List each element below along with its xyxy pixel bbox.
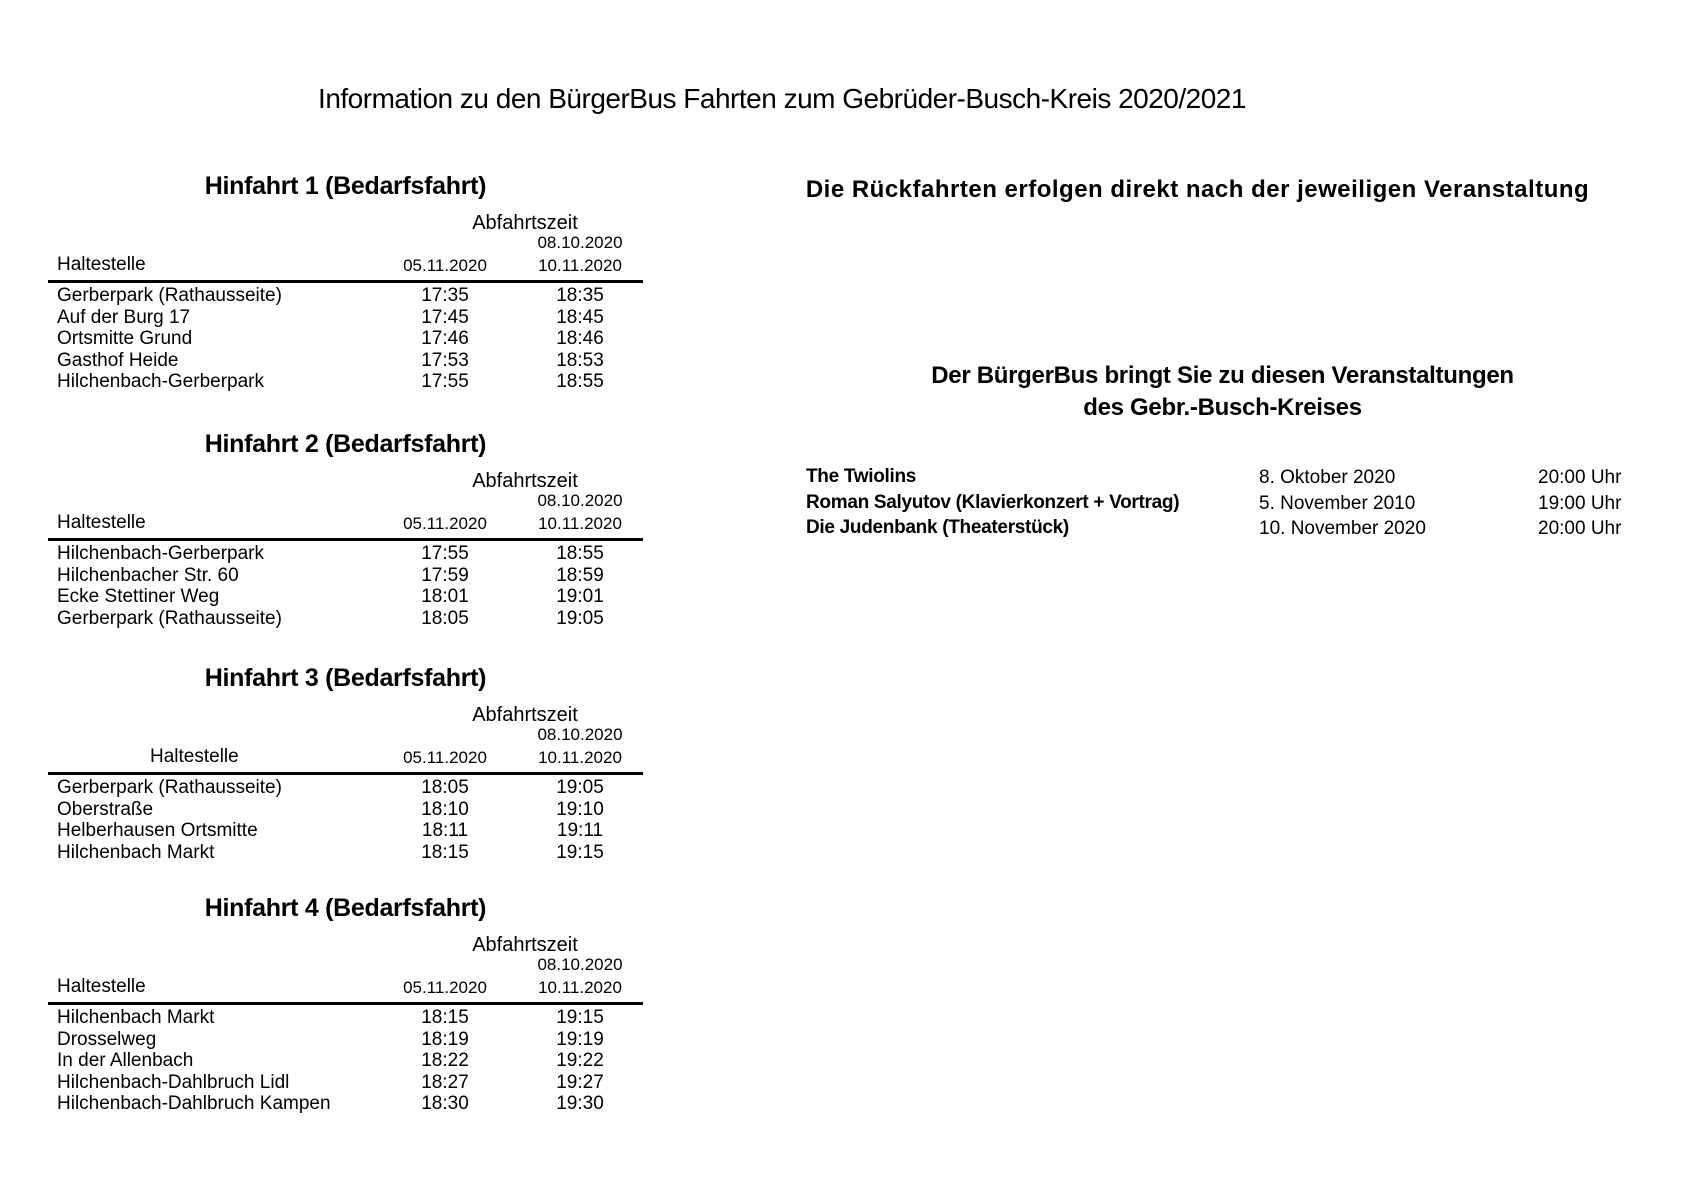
departure-time-col2: 19:30 bbox=[556, 1093, 604, 1114]
return-trips-note: Die Rückfahrten erfolgen direkt nach der jeweiligen Veranstaltung bbox=[805, 176, 1590, 203]
timetable-row bbox=[48, 371, 643, 393]
event-time: 19:00 Uhr bbox=[1538, 492, 1622, 514]
timetable-body bbox=[48, 1007, 643, 1115]
column-header-date-2-line1: 08.10.2020 bbox=[537, 491, 623, 510]
departure-time-col1: 17:53 bbox=[421, 349, 469, 371]
departure-time-col1: 17:45 bbox=[421, 306, 469, 328]
timetable-row bbox=[48, 1072, 643, 1094]
column-header-date-1: 05.11.2020 bbox=[403, 978, 487, 997]
stop-name: Hilchenbach Markt bbox=[57, 1007, 215, 1028]
column-group-abfahrtszeit: Abfahrtszeit bbox=[472, 934, 578, 956]
timetable-row bbox=[48, 586, 643, 608]
column-header-date-2-line1: 08.10.2020 bbox=[537, 955, 623, 974]
table-header-rule bbox=[48, 538, 643, 541]
timetable-row bbox=[48, 608, 643, 630]
stop-name: Ortsmitte Grund bbox=[57, 328, 193, 349]
departure-time-col2: 18:55 bbox=[556, 371, 604, 392]
column-header-haltestelle: Haltestelle bbox=[57, 512, 146, 533]
timetable-row bbox=[48, 328, 643, 350]
stop-name: Oberstraße bbox=[57, 798, 154, 820]
events-heading-line2: des Gebr.-Busch-Kreises bbox=[1083, 394, 1362, 421]
column-header-date-2-line2: 10.11.2020 bbox=[538, 256, 622, 275]
column-header-date-2-line2: 10.11.2020 bbox=[538, 748, 622, 767]
departure-time-col2: 18:45 bbox=[556, 306, 604, 328]
stop-name: Drosselweg bbox=[57, 1028, 157, 1050]
column-header-date-2-line2: 10.11.2020 bbox=[538, 978, 622, 997]
departure-time-col2: 18:46 bbox=[556, 328, 604, 349]
timetable-hinfahrt-2 bbox=[48, 431, 643, 666]
stop-name: Hilchenbach-Gerberpark bbox=[57, 543, 264, 564]
timetable-title: Hinfahrt 3 (Bedarfsfahrt) bbox=[204, 664, 487, 692]
timetable-row bbox=[48, 1093, 643, 1115]
event-row bbox=[806, 464, 1684, 490]
timetable-row bbox=[48, 1029, 643, 1051]
timetable-body bbox=[48, 543, 643, 629]
timetable-row bbox=[48, 777, 643, 799]
column-header-haltestelle: Haltestelle bbox=[57, 254, 146, 275]
stop-name: Hilchenbacher Str. 60 bbox=[57, 564, 239, 586]
timetable-hinfahrt-3 bbox=[48, 665, 643, 900]
stop-name: Auf der Burg 17 bbox=[57, 306, 191, 328]
departure-time-col2: 19:05 bbox=[556, 777, 604, 798]
stop-name: In der Allenbach bbox=[57, 1050, 194, 1071]
event-row bbox=[806, 490, 1684, 516]
table-header-rule bbox=[48, 1002, 643, 1005]
timetable-row bbox=[48, 565, 643, 587]
departure-time-col1: 18:30 bbox=[421, 1093, 469, 1114]
timetable-title: Hinfahrt 4 (Bedarfsfahrt) bbox=[204, 894, 487, 922]
departure-time-col2: 18:53 bbox=[556, 349, 604, 371]
departure-time-col1: 18:15 bbox=[421, 841, 469, 863]
timetable-row bbox=[48, 350, 643, 372]
departure-time-col1: 18:01 bbox=[421, 586, 469, 607]
timetable-title: Hinfahrt 1 (Bedarfsfahrt) bbox=[204, 172, 487, 200]
timetable-row bbox=[48, 307, 643, 329]
event-time: 20:00 Uhr bbox=[1538, 467, 1622, 488]
event-name: Die Judenbank (Theaterstück) bbox=[806, 517, 1069, 539]
column-header-haltestelle: Haltestelle bbox=[57, 976, 146, 997]
departure-time-col2: 19:10 bbox=[556, 798, 604, 820]
stop-name: Hilchenbach-Dahlbruch Lidl bbox=[57, 1071, 290, 1093]
timetable-row bbox=[48, 799, 643, 821]
stop-name: Hilchenbach-Gerberpark bbox=[57, 371, 264, 392]
table-header-rule bbox=[48, 280, 643, 283]
events-heading-line1: Der BürgerBus bringt Sie zu diesen Veranstaltungen bbox=[931, 362, 1514, 389]
departure-time-col2: 18:35 bbox=[556, 285, 604, 306]
events-list bbox=[806, 464, 1684, 541]
stop-name: Gerberpark (Rathausseite) bbox=[57, 285, 282, 306]
departure-time-col1: 18:22 bbox=[421, 1050, 469, 1071]
departure-time-col2: 18:55 bbox=[556, 543, 604, 564]
timetable-row bbox=[48, 1050, 643, 1072]
departure-time-col1: 17:46 bbox=[421, 328, 469, 349]
departure-time-col2: 19:19 bbox=[556, 1028, 604, 1050]
departure-time-col2: 19:27 bbox=[556, 1071, 604, 1093]
stop-name: Gerberpark (Rathausseite) bbox=[57, 777, 282, 798]
timetable-row bbox=[48, 543, 643, 565]
departure-time-col2: 19:15 bbox=[556, 1007, 604, 1028]
column-group-abfahrtszeit: Abfahrtszeit bbox=[472, 704, 578, 726]
stop-name: Hilchenbach Markt bbox=[57, 841, 215, 863]
timetable-row bbox=[48, 1007, 643, 1029]
stop-name: Ecke Stettiner Weg bbox=[57, 586, 220, 607]
column-header-date-1: 05.11.2020 bbox=[403, 256, 487, 275]
events-heading bbox=[915, 360, 1530, 424]
timetable-row bbox=[48, 842, 643, 864]
departure-time-col1: 18:05 bbox=[421, 777, 469, 798]
stop-name: Gasthof Heide bbox=[57, 349, 179, 371]
event-date: 5. November 2010 bbox=[1259, 492, 1416, 514]
stop-name: Helberhausen Ortsmitte bbox=[57, 820, 258, 841]
event-row bbox=[806, 515, 1684, 541]
event-name: The Twiolins bbox=[806, 466, 917, 487]
departure-time-col2: 19:05 bbox=[556, 607, 604, 629]
departure-time-col1: 18:27 bbox=[421, 1071, 469, 1093]
column-group-abfahrtszeit: Abfahrtszeit bbox=[472, 212, 578, 234]
departure-time-col1: 18:15 bbox=[421, 1007, 469, 1028]
departure-time-col1: 17:55 bbox=[421, 543, 469, 564]
column-header-date-2-line1: 08.10.2020 bbox=[537, 725, 623, 744]
column-header-date-2-line1: 08.10.2020 bbox=[537, 233, 623, 252]
departure-time-col1: 18:10 bbox=[421, 798, 469, 820]
departure-time-col2: 18:59 bbox=[556, 564, 604, 586]
column-header-date-1: 05.11.2020 bbox=[403, 514, 487, 533]
departure-time-col1: 18:11 bbox=[421, 820, 469, 841]
departure-time-col1: 17:55 bbox=[421, 371, 469, 392]
departure-time-col2: 19:15 bbox=[556, 841, 604, 863]
timetable-hinfahrt-4 bbox=[48, 895, 643, 1130]
timetable-hinfahrt-1 bbox=[48, 173, 643, 408]
departure-time-col1: 18:05 bbox=[421, 607, 469, 629]
departure-time-col1: 17:59 bbox=[421, 564, 469, 586]
departure-time-col2: 19:11 bbox=[556, 820, 604, 841]
column-header-haltestelle: Haltestelle bbox=[150, 746, 239, 767]
table-header-rule bbox=[48, 772, 643, 775]
stop-name: Hilchenbach-Dahlbruch Kampen bbox=[57, 1093, 331, 1114]
timetable-row bbox=[48, 285, 643, 307]
column-header-date-2-line2: 10.11.2020 bbox=[538, 514, 622, 533]
timetable-body bbox=[48, 285, 643, 393]
page-title: Information zu den BürgerBus Fahrten zum Gebrüder-Busch-Kreis 2020/2021 bbox=[318, 83, 1246, 114]
column-group-abfahrtszeit: Abfahrtszeit bbox=[472, 470, 578, 492]
event-name: Roman Salyutov (Klavierkonzert + Vortrag) bbox=[806, 491, 1180, 513]
departure-time-col1: 17:35 bbox=[421, 285, 469, 306]
event-date: 8. Oktober 2020 bbox=[1259, 467, 1396, 488]
departure-time-col2: 19:22 bbox=[556, 1050, 604, 1071]
departure-time-col1: 18:19 bbox=[421, 1028, 469, 1050]
event-date: 10. November 2020 bbox=[1259, 518, 1426, 540]
timetable-body bbox=[48, 777, 643, 863]
timetable-row bbox=[48, 820, 643, 842]
column-header-date-1: 05.11.2020 bbox=[403, 748, 487, 767]
departure-time-col2: 19:01 bbox=[556, 586, 604, 607]
event-time: 20:00 Uhr bbox=[1538, 518, 1622, 540]
stop-name: Gerberpark (Rathausseite) bbox=[57, 607, 282, 629]
timetable-title: Hinfahrt 2 (Bedarfsfahrt) bbox=[204, 430, 487, 458]
